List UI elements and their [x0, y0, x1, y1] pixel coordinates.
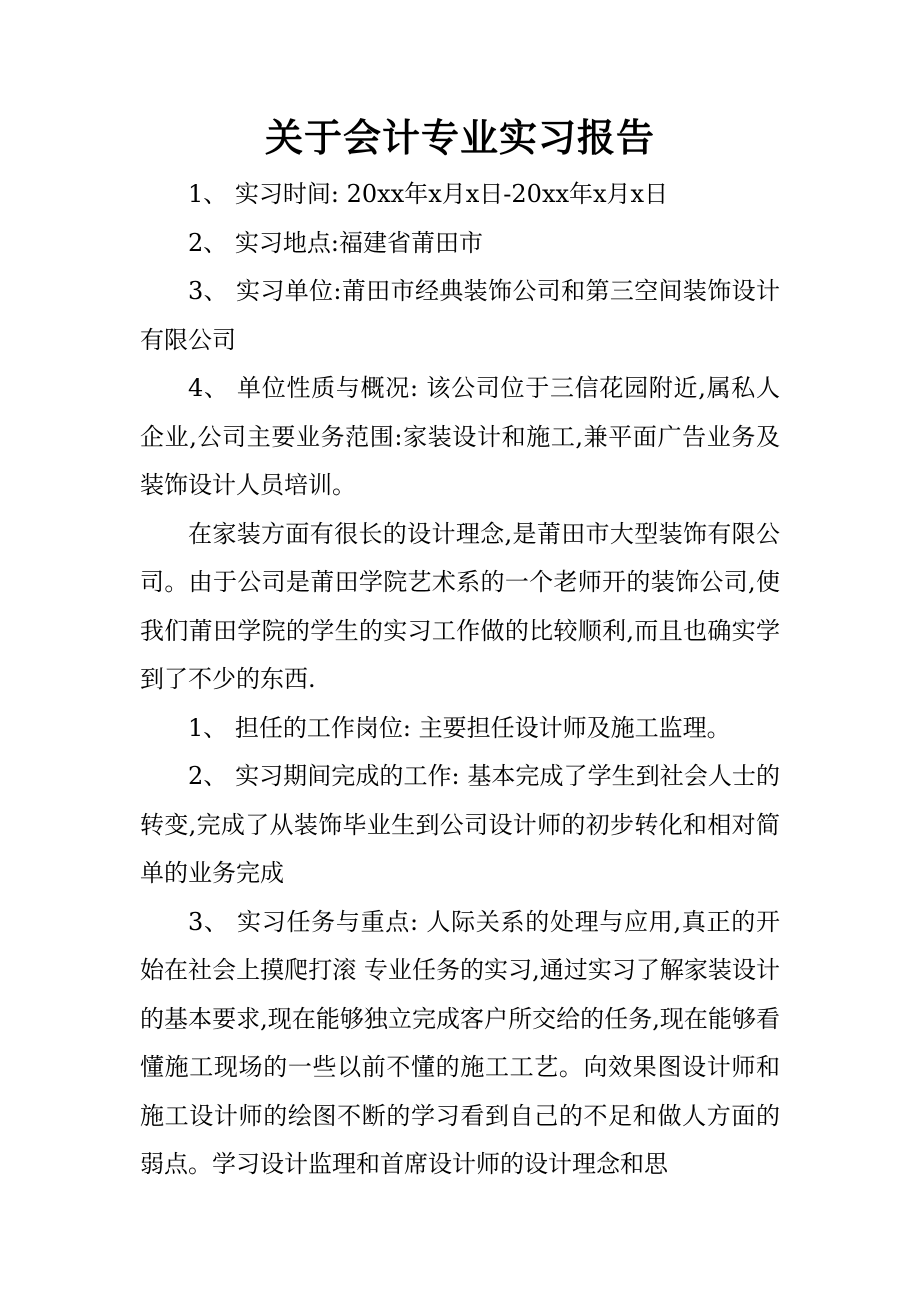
paragraph-job-position: 1、 担任的工作岗位: 主要担任设计师及施工监理。	[188, 713, 731, 742]
paragraph-company-design: 在家装方面有很长的设计理念,是莆田市大型装饰有限公司。由于公司是莆田学院艺术系的一个老师开的装饰公司,使我们莆田学院的学生的实习工作做的比较顺利,而且也确实学到了不少的东西.	[140, 519, 780, 693]
paragraph-internship-time: 1、 实习时间: 20xx年x月x日-20xx年x月x日	[188, 180, 669, 208]
paragraph-tasks-focus: 3、 实习任务与重点: 人际关系的处理与应用,真正的开始在社会上摸爬打滚 专业任务的实习,通过实习了解家装设计的基本要求,现在能够独立完成客户所交给的任务,现在能够看懂施工现场的一些以前不懂的施工工艺。向效果图设计师和施工设计师的绘图不断的学习看到自己的不足和做人方面的弱点。学习设计监理和首席设计师的设计理念和思	[140, 907, 780, 1178]
paragraph-internship-location: 2、 实习地点:福建省莆田市	[188, 228, 483, 257]
paragraph-internship-unit: 3、 实习单位:莆田市经典装饰公司和第三空间装饰设计有限公司	[140, 277, 780, 354]
document-title: 关于会计专业实习报告	[264, 115, 655, 160]
paragraph-completed-work: 2、 实习期间完成的工作: 基本完成了学生到社会人士的转变,完成了从装饰毕业生到公司设计师的初步转化和相对简单的业务完成	[140, 762, 780, 887]
paragraph-unit-overview: 4、 单位性质与概况: 该公司位于三信花园附近,属私人企业,公司主要业务范围:家装设计和施工,兼平面广告业务及装饰设计人员培训。	[140, 374, 780, 499]
document-body	[140, 170, 780, 1189]
